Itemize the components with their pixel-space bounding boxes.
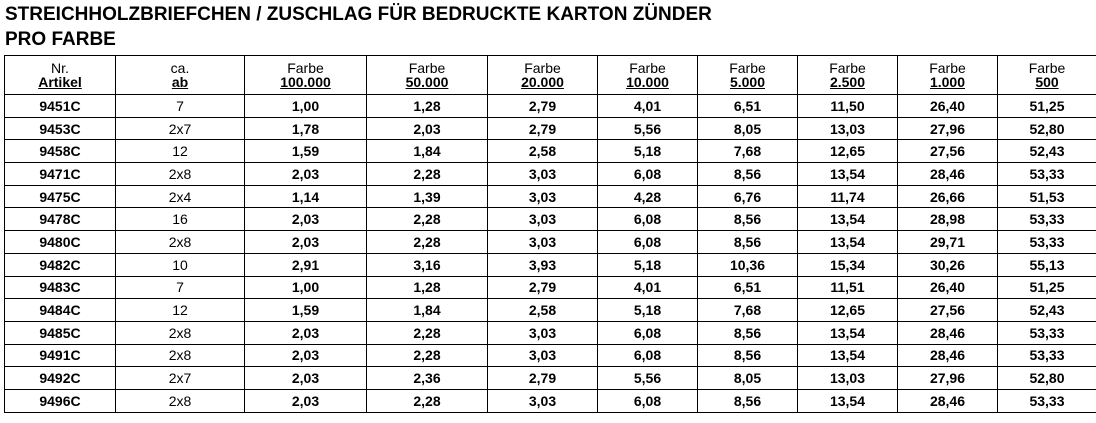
header-quantity: 20.000: [488, 75, 598, 95]
cell-price: 6,08: [598, 163, 698, 186]
cell-price: 27,56: [898, 140, 998, 163]
cell-ab: 2x8: [116, 321, 245, 344]
cell-price: 51,53: [998, 185, 1096, 208]
header-nr: Nr.: [5, 56, 116, 76]
cell-ab: 7: [116, 95, 245, 118]
cell-artikel: 9492C: [5, 367, 116, 390]
cell-price: 2,91: [245, 253, 367, 276]
cell-ab: 2x7: [116, 367, 245, 390]
cell-price: 1,84: [367, 299, 488, 322]
header-farbe: Farbe: [998, 56, 1096, 76]
cell-price: 53,33: [998, 389, 1096, 412]
cell-price: 28,46: [898, 344, 998, 367]
cell-price: 2,28: [367, 389, 488, 412]
cell-artikel: 9484C: [5, 299, 116, 322]
cell-price: 8,56: [698, 344, 798, 367]
cell-price: 11,74: [798, 185, 898, 208]
cell-price: 2,03: [245, 321, 367, 344]
cell-price: 26,40: [898, 95, 998, 118]
cell-price: 7,68: [698, 140, 798, 163]
cell-price: 27,96: [898, 117, 998, 140]
cell-price: 3,16: [367, 253, 488, 276]
cell-price: 8,56: [698, 389, 798, 412]
cell-artikel: 9482C: [5, 253, 116, 276]
table-row: [5, 321, 1096, 344]
cell-price: 4,01: [598, 276, 698, 299]
cell-price: 2,03: [367, 117, 488, 140]
cell-price: 29,71: [898, 231, 998, 254]
header-quantity: 10.000: [598, 75, 698, 95]
cell-price: 3,03: [488, 185, 598, 208]
cell-price: 2,28: [367, 344, 488, 367]
document-title: [5, 2, 712, 52]
cell-ab: 2x8: [116, 163, 245, 186]
cell-price: 2,79: [488, 367, 598, 390]
cell-price: 53,33: [998, 208, 1096, 231]
table-row: [5, 163, 1096, 186]
cell-ab: 7: [116, 276, 245, 299]
cell-price: 27,56: [898, 299, 998, 322]
cell-price: 7,68: [698, 299, 798, 322]
header-ca: ca.: [116, 56, 245, 76]
header-quantity: 100.000: [245, 75, 367, 95]
table-body: [5, 95, 1096, 413]
cell-price: 1,00: [245, 95, 367, 118]
cell-price: 52,43: [998, 140, 1096, 163]
cell-price: 13,54: [798, 389, 898, 412]
cell-price: 2,03: [245, 208, 367, 231]
cell-price: 3,03: [488, 321, 598, 344]
table-row: [5, 208, 1096, 231]
cell-price: 6,08: [598, 389, 698, 412]
cell-price: 26,66: [898, 185, 998, 208]
cell-price: 26,40: [898, 276, 998, 299]
cell-price: 51,25: [998, 95, 1096, 118]
table-row: [5, 140, 1096, 163]
cell-price: 52,80: [998, 117, 1096, 140]
cell-artikel: 9451C: [5, 95, 116, 118]
cell-price: 2,79: [488, 95, 598, 118]
cell-ab: 2x8: [116, 344, 245, 367]
cell-price: 2,28: [367, 231, 488, 254]
cell-price: 12,65: [798, 299, 898, 322]
header-farbe: Farbe: [698, 56, 798, 76]
cell-price: 13,54: [798, 344, 898, 367]
cell-price: 3,03: [488, 231, 598, 254]
price-table: [4, 55, 1096, 413]
title-line-2: PRO FARBE: [5, 29, 116, 50]
cell-price: 55,13: [998, 253, 1096, 276]
cell-price: 15,34: [798, 253, 898, 276]
header-quantity: 2.500: [798, 75, 898, 95]
cell-price: 13,54: [798, 321, 898, 344]
cell-price: 3,03: [488, 163, 598, 186]
cell-price: 2,28: [367, 208, 488, 231]
cell-price: 53,33: [998, 163, 1096, 186]
table-row: [5, 344, 1096, 367]
cell-artikel: 9471C: [5, 163, 116, 186]
cell-price: 8,56: [698, 208, 798, 231]
cell-price: 5,18: [598, 299, 698, 322]
cell-price: 53,33: [998, 231, 1096, 254]
cell-price: 8,05: [698, 367, 798, 390]
header-farbe: Farbe: [598, 56, 698, 76]
cell-price: 2,28: [367, 321, 488, 344]
cell-price: 53,33: [998, 344, 1096, 367]
cell-price: 2,79: [488, 276, 598, 299]
cell-ab: 2x7: [116, 117, 245, 140]
table-row: [5, 185, 1096, 208]
cell-price: 4,01: [598, 95, 698, 118]
cell-price: 6,51: [698, 95, 798, 118]
cell-price: 10,36: [698, 253, 798, 276]
cell-ab: 12: [116, 140, 245, 163]
cell-price: 2,03: [245, 163, 367, 186]
cell-price: 28,46: [898, 389, 998, 412]
cell-price: 1,59: [245, 140, 367, 163]
header-farbe: Farbe: [898, 56, 998, 76]
cell-price: 3,03: [488, 208, 598, 231]
cell-artikel: 9458C: [5, 140, 116, 163]
cell-price: 52,80: [998, 367, 1096, 390]
cell-price: 28,46: [898, 321, 998, 344]
header-quantity: 1.000: [898, 75, 998, 95]
cell-price: 1,28: [367, 95, 488, 118]
cell-price: 5,56: [598, 117, 698, 140]
cell-price: 13,54: [798, 163, 898, 186]
header-farbe: Farbe: [798, 56, 898, 76]
cell-artikel: 9480C: [5, 231, 116, 254]
header-row-bottom: [5, 75, 1096, 95]
header-artikel: Artikel: [5, 75, 116, 95]
cell-price: 30,26: [898, 253, 998, 276]
cell-artikel: 9475C: [5, 185, 116, 208]
table-row: [5, 117, 1096, 140]
cell-price: 8,56: [698, 321, 798, 344]
cell-price: 13,54: [798, 208, 898, 231]
cell-price: 2,03: [245, 367, 367, 390]
cell-price: 1,28: [367, 276, 488, 299]
cell-price: 51,25: [998, 276, 1096, 299]
title-line-1: STREICHHOLZBRIEFCHEN / ZUSCHLAG FÜR BEDRUCKTE KARTON ZÜNDER: [5, 4, 712, 25]
cell-price: 2,03: [245, 389, 367, 412]
cell-price: 3,03: [488, 389, 598, 412]
table-row: [5, 95, 1096, 118]
table-row: [5, 253, 1096, 276]
cell-price: 2,36: [367, 367, 488, 390]
cell-price: 1,14: [245, 185, 367, 208]
cell-ab: 12: [116, 299, 245, 322]
cell-price: 2,58: [488, 140, 598, 163]
cell-price: 1,84: [367, 140, 488, 163]
cell-artikel: 9496C: [5, 389, 116, 412]
cell-artikel: 9485C: [5, 321, 116, 344]
cell-price: 8,05: [698, 117, 798, 140]
header-quantity: 50.000: [367, 75, 488, 95]
cell-price: 2,58: [488, 299, 598, 322]
header-quantity: 500: [998, 75, 1096, 95]
cell-price: 5,56: [598, 367, 698, 390]
cell-price: 6,08: [598, 344, 698, 367]
cell-price: 2,03: [245, 344, 367, 367]
cell-ab: 2x8: [116, 231, 245, 254]
table-row: [5, 367, 1096, 390]
cell-price: 2,79: [488, 117, 598, 140]
cell-ab: 16: [116, 208, 245, 231]
cell-price: 6,08: [598, 208, 698, 231]
cell-price: 1,59: [245, 299, 367, 322]
table-row: [5, 276, 1096, 299]
cell-price: 2,28: [367, 163, 488, 186]
cell-price: 13,03: [798, 367, 898, 390]
cell-ab: 2x8: [116, 389, 245, 412]
cell-price: 8,56: [698, 163, 798, 186]
cell-price: 6,76: [698, 185, 798, 208]
header-ab: ab: [116, 75, 245, 95]
cell-artikel: 9453C: [5, 117, 116, 140]
cell-price: 8,56: [698, 231, 798, 254]
cell-artikel: 9483C: [5, 276, 116, 299]
cell-price: 53,33: [998, 321, 1096, 344]
cell-price: 6,51: [698, 276, 798, 299]
cell-price: 11,50: [798, 95, 898, 118]
cell-price: 28,98: [898, 208, 998, 231]
cell-price: 6,08: [598, 321, 698, 344]
cell-price: 1,00: [245, 276, 367, 299]
table-row: [5, 299, 1096, 322]
cell-price: 27,96: [898, 367, 998, 390]
cell-price: 12,65: [798, 140, 898, 163]
cell-price: 1,78: [245, 117, 367, 140]
cell-price: 2,03: [245, 231, 367, 254]
cell-price: 11,51: [798, 276, 898, 299]
cell-price: 1,39: [367, 185, 488, 208]
cell-price: 52,43: [998, 299, 1096, 322]
cell-price: 13,03: [798, 117, 898, 140]
table-row: [5, 231, 1096, 254]
header-farbe: Farbe: [367, 56, 488, 76]
cell-price: 3,03: [488, 344, 598, 367]
cell-price: 3,93: [488, 253, 598, 276]
cell-price: 5,18: [598, 140, 698, 163]
cell-artikel: 9491C: [5, 344, 116, 367]
header-farbe: Farbe: [488, 56, 598, 76]
table-row: [5, 389, 1096, 412]
header-row-top: [5, 56, 1096, 76]
cell-price: 13,54: [798, 231, 898, 254]
cell-ab: 10: [116, 253, 245, 276]
cell-price: 4,28: [598, 185, 698, 208]
cell-ab: 2x4: [116, 185, 245, 208]
cell-price: 5,18: [598, 253, 698, 276]
cell-price: 6,08: [598, 231, 698, 254]
cell-price: 28,46: [898, 163, 998, 186]
header-farbe: Farbe: [245, 56, 367, 76]
header-quantity: 5.000: [698, 75, 798, 95]
cell-artikel: 9478C: [5, 208, 116, 231]
